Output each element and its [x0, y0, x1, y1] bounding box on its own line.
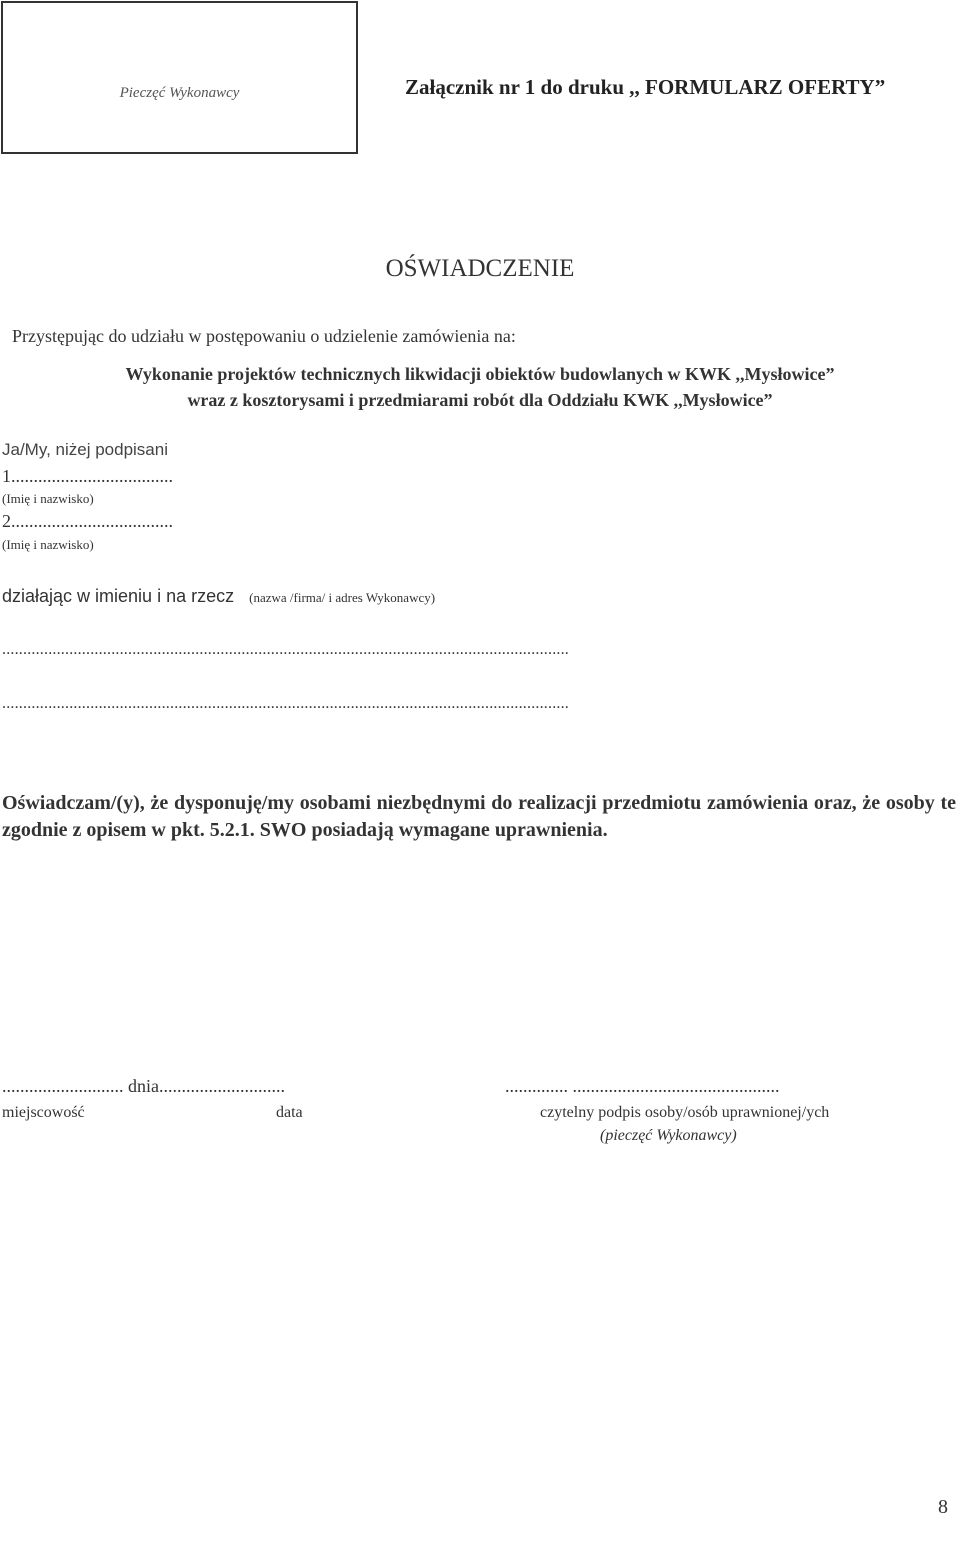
- signature-label: czytelny podpis osoby/osób uprawnionej/ych: [540, 1104, 830, 1121]
- date-label: data: [276, 1104, 303, 1121]
- contractor-fill-line-1: .......................................................................................................................................: [2, 641, 569, 658]
- place-date-dots: ........................... dnia............................: [2, 1076, 285, 1096]
- contractor-fill-line-2: .......................................................................................................................................: [2, 695, 569, 712]
- contractor-stamp-box: [1, 1, 358, 154]
- subject-line-1: Wykonanie projektów technicznych likwidacji obiektów budowlanych w KWK ,,Mysłowice”: [125, 364, 835, 384]
- declaration-paragraph: Oświadczam/(y), że dysponuję/my osobami niezbędnymi do realizacji przedmiotu zamówienia oraz, że osoby te zgodnie z opisem w pkt. 5.2.1. SWO posiadają wymagane uprawnienia.: [2, 792, 956, 841]
- page-number: 8: [938, 1496, 948, 1518]
- person-2-caption: (Imię i nazwisko): [2, 537, 94, 552]
- annex-title: Załącznik nr 1 do druku ,, FORMULARZ OFERTY”: [405, 75, 886, 99]
- intro-text: Przystępując do udziału w postępowaniu o udzielenie zamówienia na:: [12, 326, 516, 346]
- acting-text: działając w imieniu i na rzecz: [2, 586, 235, 606]
- document-title: OŚWIADCZENIE: [385, 255, 575, 282]
- undersigned-label: Ja/My, niżej podpisani: [2, 440, 168, 459]
- acting-on-behalf: [2, 586, 435, 607]
- person-2-name-line: 2....................................: [2, 511, 173, 531]
- stamp-box-label: Pieczęć Wykonawcy: [119, 85, 240, 101]
- subject-line-2: wraz z kosztorysami i przedmiarami robót dla Oddziału KWK ,,Mysłowice”: [187, 390, 773, 410]
- person-1-name-line: 1....................................: [2, 466, 173, 486]
- signature-dots: .............. ..............................................: [505, 1076, 780, 1096]
- signature-stamp-label: (pieczęć Wykonawcy): [600, 1127, 737, 1144]
- person-1-caption: (Imię i nazwisko): [2, 491, 94, 506]
- acting-hint: (nazwa /firma/ i adres Wykonawcy): [249, 590, 436, 605]
- place-label: miejscowość: [2, 1104, 85, 1121]
